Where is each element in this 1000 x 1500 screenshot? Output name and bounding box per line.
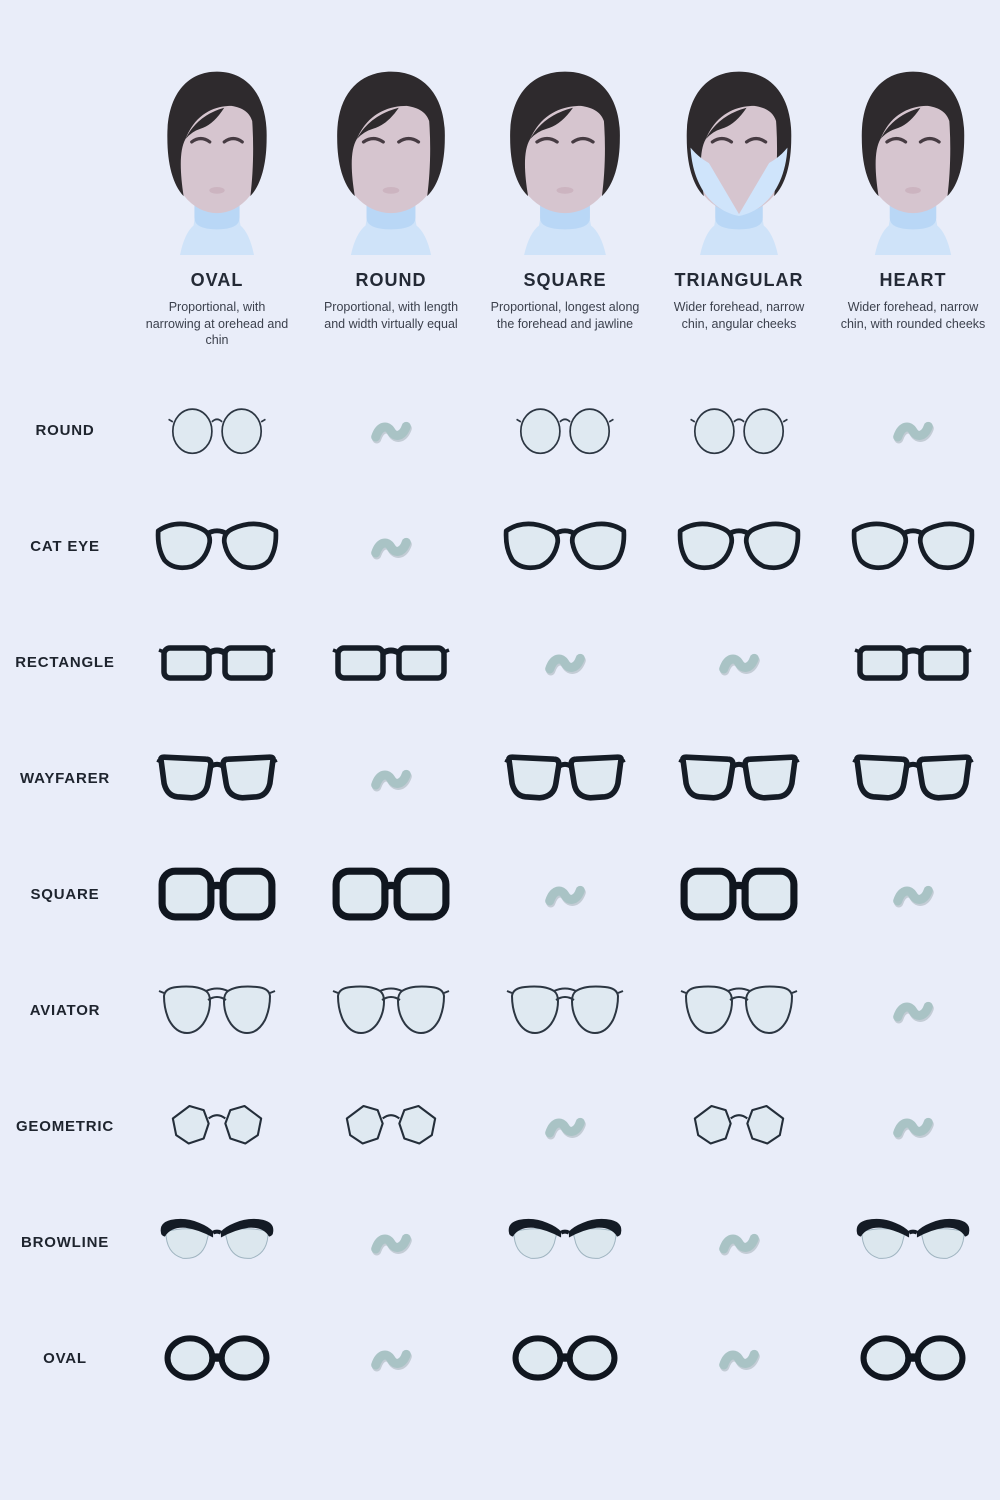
- face-shape-description: Proportional, longest along the forehead and jawline: [490, 300, 640, 331]
- browline-glasses-icon: [506, 1212, 624, 1273]
- cateye-glasses-icon: [502, 514, 628, 579]
- face-shape-title: OVAL: [190, 270, 244, 290]
- face-column-heart: [826, 62, 1000, 349]
- cell-round-square: [478, 373, 652, 489]
- cell-cat-eye-oval: [130, 489, 304, 605]
- cell-browline-triangular: [652, 1185, 826, 1301]
- cell-browline-heart: [826, 1185, 1000, 1301]
- cell-browline-square: [478, 1185, 652, 1301]
- cell-cat-eye-round: [304, 489, 478, 605]
- oval-glasses-icon: [509, 1330, 621, 1388]
- cell-wayfarer-square: [478, 721, 652, 837]
- rectangle-glasses-icon: [331, 632, 451, 694]
- face-shape-description: Proportional, with length and width virtually equal: [323, 300, 459, 331]
- cell-rectangle-oval: [130, 605, 304, 721]
- aviator-glasses-icon: [679, 980, 799, 1042]
- round-face-illustration: [315, 62, 467, 257]
- cell-aviator-round: [304, 953, 478, 1069]
- row-label-wayfarer: WAYFARER: [19, 770, 111, 787]
- browline-glasses-icon: [854, 1212, 972, 1273]
- row-label-oval: OVAL: [43, 1350, 87, 1367]
- cell-round-triangular: [652, 373, 826, 489]
- cell-aviator-heart: [826, 953, 1000, 1069]
- cateye-glasses-icon: [850, 514, 976, 579]
- rectangle-glasses-icon: [157, 632, 277, 694]
- face-shape-title: HEART: [879, 270, 947, 290]
- row-label-cat-eye: CAT EYE: [30, 538, 100, 555]
- square-glasses-icon: [678, 863, 800, 926]
- tilde-icon: [544, 646, 586, 678]
- cell-browline-round: [304, 1185, 478, 1301]
- tilde-icon: [544, 878, 586, 910]
- square-face-illustration: [489, 62, 641, 257]
- cell-aviator-square: [478, 953, 652, 1069]
- cell-round-round: [304, 373, 478, 489]
- face-shape-description: Wider forehead, narrow chin, with rounded cheeks: [840, 300, 986, 331]
- row-label-geometric: GEOMETRIC: [15, 1118, 115, 1135]
- tilde-icon: [892, 994, 934, 1026]
- cell-wayfarer-oval: [130, 721, 304, 837]
- tilde-icon: [718, 646, 760, 678]
- cell-wayfarer-heart: [826, 721, 1000, 837]
- tilde-icon: [718, 1226, 760, 1258]
- round-glasses-icon: [688, 404, 790, 457]
- tilde-icon: [892, 1110, 934, 1142]
- cell-geometric-triangular: [652, 1069, 826, 1185]
- cell-geometric-heart: [826, 1069, 1000, 1185]
- oval-face-illustration: [141, 62, 293, 257]
- cell-rectangle-triangular: [652, 605, 826, 721]
- cell-oval-oval: [130, 1301, 304, 1417]
- geometric-glasses-icon: [167, 1101, 267, 1153]
- tilde-icon: [370, 762, 412, 794]
- square-glasses-icon: [156, 863, 278, 926]
- face-column-triangular: [652, 62, 826, 349]
- face-shape-title: TRIANGULAR: [674, 270, 804, 290]
- cell-square-square: [478, 837, 652, 953]
- row-label-aviator: AVIATOR: [29, 1002, 101, 1019]
- row-label-square: SQUARE: [30, 886, 100, 903]
- face-shape-description: Wider forehead, narrow chin, angular cheeks: [673, 300, 805, 331]
- cell-geometric-round: [304, 1069, 478, 1185]
- cell-oval-round: [304, 1301, 478, 1417]
- cell-round-heart: [826, 373, 1000, 489]
- face-shape-title: ROUND: [355, 270, 427, 290]
- cell-wayfarer-round: [304, 721, 478, 837]
- geometric-glasses-icon: [341, 1101, 441, 1153]
- cell-square-heart: [826, 837, 1000, 953]
- tilde-icon: [370, 1342, 412, 1374]
- wayfarer-glasses-icon: [852, 747, 974, 810]
- cell-rectangle-round: [304, 605, 478, 721]
- cell-aviator-triangular: [652, 953, 826, 1069]
- cell-cat-eye-square: [478, 489, 652, 605]
- cell-cat-eye-heart: [826, 489, 1000, 605]
- cell-square-round: [304, 837, 478, 953]
- tilde-icon: [892, 414, 934, 446]
- tilde-icon: [544, 1110, 586, 1142]
- tilde-icon: [892, 878, 934, 910]
- cell-oval-heart: [826, 1301, 1000, 1417]
- tilde-icon: [718, 1342, 760, 1374]
- cell-geometric-square: [478, 1069, 652, 1185]
- aviator-glasses-icon: [331, 980, 451, 1042]
- aviator-glasses-icon: [157, 980, 277, 1042]
- cell-geometric-oval: [130, 1069, 304, 1185]
- cell-cat-eye-triangular: [652, 489, 826, 605]
- face-column-oval: [130, 62, 304, 349]
- face-column-square: [478, 62, 652, 349]
- face-column-round: [304, 62, 478, 349]
- row-label-browline: BROWLINE: [20, 1234, 110, 1251]
- wayfarer-glasses-icon: [156, 747, 278, 810]
- row-label-rectangle: RECTANGLE: [15, 654, 115, 671]
- cell-square-triangular: [652, 837, 826, 953]
- round-glasses-icon: [514, 404, 616, 457]
- cell-aviator-oval: [130, 953, 304, 1069]
- tilde-icon: [370, 1226, 412, 1258]
- cell-oval-triangular: [652, 1301, 826, 1417]
- cell-round-oval: [130, 373, 304, 489]
- triangular-face-illustration: [663, 62, 815, 257]
- cateye-glasses-icon: [154, 514, 280, 579]
- square-glasses-icon: [330, 863, 452, 926]
- cell-rectangle-heart: [826, 605, 1000, 721]
- face-shapes-header: [0, 0, 1000, 349]
- row-label-round: ROUND: [35, 422, 95, 439]
- browline-glasses-icon: [158, 1212, 276, 1273]
- wayfarer-glasses-icon: [504, 747, 626, 810]
- cell-rectangle-square: [478, 605, 652, 721]
- face-shape-title: SQUARE: [523, 270, 607, 290]
- aviator-glasses-icon: [505, 980, 625, 1042]
- oval-glasses-icon: [857, 1330, 969, 1388]
- cell-square-oval: [130, 837, 304, 953]
- cateye-glasses-icon: [676, 514, 802, 579]
- cell-oval-square: [478, 1301, 652, 1417]
- header-spacer: [0, 62, 130, 349]
- oval-glasses-icon: [161, 1330, 273, 1388]
- tilde-icon: [370, 414, 412, 446]
- face-shape-description: Proportional, with narrowing at orehead and chin: [145, 300, 289, 347]
- cell-wayfarer-triangular: [652, 721, 826, 837]
- geometric-glasses-icon: [689, 1101, 789, 1153]
- tilde-icon: [370, 530, 412, 562]
- rectangle-glasses-icon: [853, 632, 973, 694]
- cell-browline-oval: [130, 1185, 304, 1301]
- heart-face-illustration: [837, 62, 989, 257]
- wayfarer-glasses-icon: [678, 747, 800, 810]
- glasses-compatibility-matrix: [0, 373, 1000, 1417]
- round-glasses-icon: [166, 404, 268, 457]
